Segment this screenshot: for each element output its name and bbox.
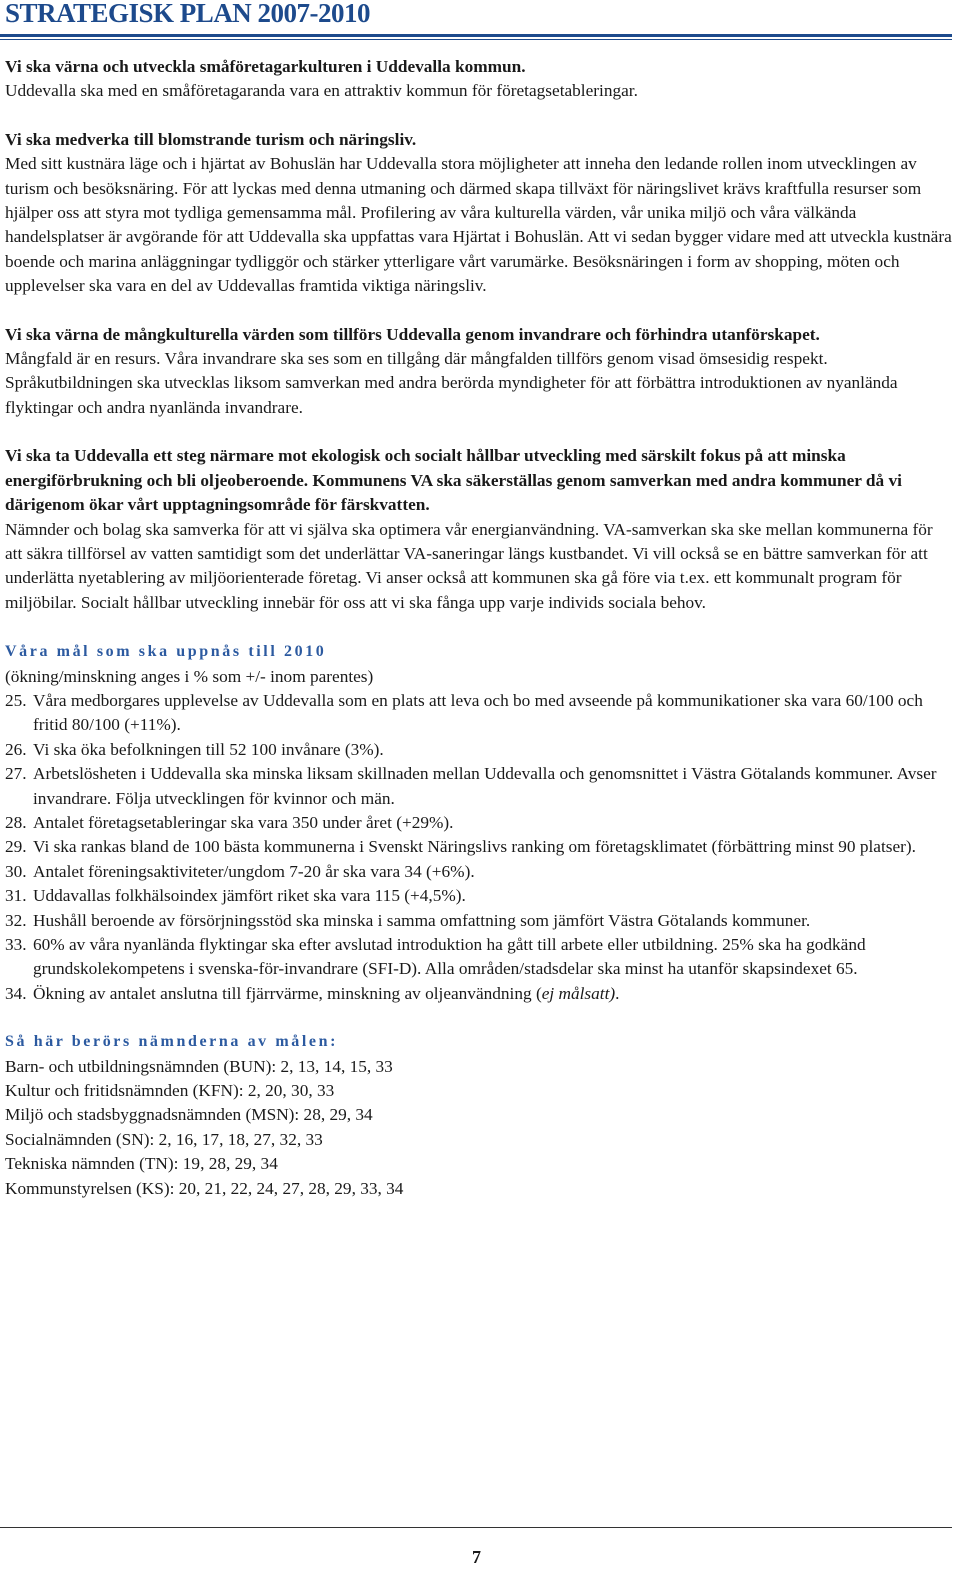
goal-number: 30. <box>5 861 27 881</box>
goal-item <box>5 811 953 835</box>
goal-item <box>5 738 953 762</box>
goal-number: 26. <box>5 739 27 759</box>
goal-text: Hushåll beroende av försörjningsstöd ska minska i samma omfattning som jämfört Västra Götalands kommuner. <box>33 910 811 930</box>
page-number: 7 <box>472 1547 481 1567</box>
goal-item <box>5 762 953 811</box>
section-heading: Vi ska ta Uddevalla ett steg närmare mot ekologisk och socialt hållbar utveckling med särskilt fokus på att minska energiförbrukning och bli oljeoberoende. Kommunens VA ska säkerställas genom samverkan med andra kommuner då vi därigenom ökar vårt upptagningsområde för färskvatten. <box>5 446 902 515</box>
committee-line: Kultur och fritidsnämnden (KFN): 2, 20, 30, 33 <box>5 1081 335 1101</box>
header-rule <box>0 34 952 37</box>
goals-list <box>5 689 953 1006</box>
goal-item <box>5 860 953 884</box>
goals-note: (ökning/minskning anges i % som +/- inom parentes) <box>5 666 374 686</box>
goal-text: Vi ska öka befolkningen till 52 100 invånare (3%). <box>33 739 384 759</box>
committee-line: Kommunstyrelsen (KS): 20, 21, 22, 24, 27, 28, 29, 33, 34 <box>5 1178 404 1198</box>
page-header-title: STRATEGISK PLAN 2007-2010 <box>5 0 371 28</box>
goal-item <box>5 933 953 982</box>
goal-text: Våra medborgares upplevelse av Uddevalla som en plats att leva och bo med avseende på kommunikationer ska vara 60/100 och fritid 80/100 (+11%). <box>33 690 923 735</box>
header-rule-thin <box>0 39 952 40</box>
footer-rule <box>0 1527 952 1528</box>
goal-item <box>5 689 953 738</box>
goal-item <box>5 835 953 859</box>
section-body: Med sitt kustnära läge och i hjärtat av Bohuslän har Uddevalla stora möjligheter att inneha den ledande rollen inom utvecklingen av turism och besöksnäring. För att lyckas med denna utmaning och därmed skapa tillväxt för näringslivet krävs kraftfulla resurser som hjälper oss att styra mot tydliga gemensamma mål. Profilering av våra kulturella värden, vår unika miljö och våra välkända handelsplatser är avgörande för att Uddevalla ska uppfattas vara Hjärtat i Bohuslän. Att vi sedan bygger vidare med att utveckla kustnära boende och marina anläggningar tydliggör och stärker ytterligare vårt varumärke. Besöksnäringen i form av shopping, möten och upplevelser ska vara en del av Uddevallas framtida viktiga näringsliv. <box>5 154 952 296</box>
committee-line: Miljö och stadsbyggnadsnämnden (MSN): 28, 29, 34 <box>5 1105 373 1125</box>
committee-line: Tekniska nämnden (TN): 19, 28, 29, 34 <box>5 1154 278 1174</box>
goal-text: Uddavallas folkhälsoindex jämfört riket ska vara 115 (+4,5%). <box>33 886 466 906</box>
goal-number: 32. <box>5 910 27 930</box>
goal-number: 33. <box>5 935 27 954</box>
committee-line: Barn- och utbildningsnämnden (BUN): 2, 13, 14, 15, 33 <box>5 1056 393 1076</box>
section-body: Uddevalla ska med en småföretagaranda vara en attraktiv kommun för företagsetableringar. <box>5 81 638 101</box>
section-heading: Vi ska medverka till blomstrande turism och näringsliv. <box>5 129 417 149</box>
goal-item <box>5 909 953 933</box>
goal-text: 60% av våra nyanlända flyktingar ska efter avslutad introduktion ha gått till arbete eller utbildning. 25% ska ha godkänd grundskolekompetens i svenska-för-invandrare (SFI-D). Alla områden/stadsdelar ska minst ha utanför skapsindexet 65. <box>33 935 866 979</box>
document-body <box>5 55 953 1201</box>
goal-number: 28. <box>5 812 27 832</box>
goal-number: 31. <box>5 886 27 906</box>
section-body: Nämnder och bolag ska samverka för att vi själva ska optimera vår energianvändning. VA-samverkan ska ske mellan kommunerna för att säkra tillförsel av vatten samtidigt som det underlättar VA-saneringar längs kustbandet. Vi vill också se en bättre samverkan för att underlätta nyetablering av miljöorienterade företag. Vi anser också att kommunen ska gå före via t.ex. ett kommunalt program för miljöbilar. Socialt hållbar utveckling innebär för oss att vi ska fånga upp varje individs sociala behov. <box>5 519 933 612</box>
committee-line: Socialnämnden (SN): 2, 16, 17, 18, 27, 32, 33 <box>5 1129 323 1149</box>
goal-item <box>5 884 953 908</box>
goal-item <box>5 982 953 1006</box>
goal-number: 29. <box>5 837 27 857</box>
section-body: Mångfald är en resurs. Våra invandrare ska ses som en tillgång där mångfalden tillförs genom visad ömsesidig respekt. Språkutbildningen ska utvecklas liksom samverkan med andra berörda myndigheter för att förbättra introduktionen av nyanlända flyktingar och andra nyanlända invandrare. <box>5 349 898 417</box>
committees-heading: Så här berörs nämnderna av målen: <box>5 1033 339 1051</box>
goal-number: 25. <box>5 690 27 710</box>
goal-number: 27. <box>5 764 27 784</box>
goal-text: Ökning av antalet anslutna till fjärrvärme, minskning av oljeanvändning ( <box>33 983 542 1003</box>
goal-text: Vi ska rankas bland de 100 bästa kommunerna i Svenskt Näringslivs ranking om företagsklimatet (förbättring minst 90 platser). <box>33 837 916 857</box>
goals-heading: Våra mål som ska uppnås till 2010 <box>5 643 327 661</box>
section-heading: Vi ska värna de mångkulturella värden som tillförs Uddevalla genom invandrare och förhindra utanförskapet. <box>5 324 820 344</box>
goal-text-tail: . <box>615 983 620 1003</box>
goal-number: 34. <box>5 983 27 1003</box>
goal-text-italic: ej målsatt) <box>541 983 616 1003</box>
goal-text: Antalet föreningsaktiviteter/ungdom 7-20 år ska vara 34 (+6%). <box>33 861 475 881</box>
goal-text: Arbetslösheten i Uddevalla ska minska liksam skillnaden mellan Uddevalla och genomsnittet i Västra Götalands kommuner. Avser invandrare. Följa utvecklingen för kvinnor och män. <box>33 764 937 808</box>
section-heading: Vi ska värna och utveckla småföretagarkulturen i Uddevalla kommun. <box>5 57 526 76</box>
goal-text: Antalet företagsetableringar ska vara 350 under året (+29%). <box>33 812 454 832</box>
